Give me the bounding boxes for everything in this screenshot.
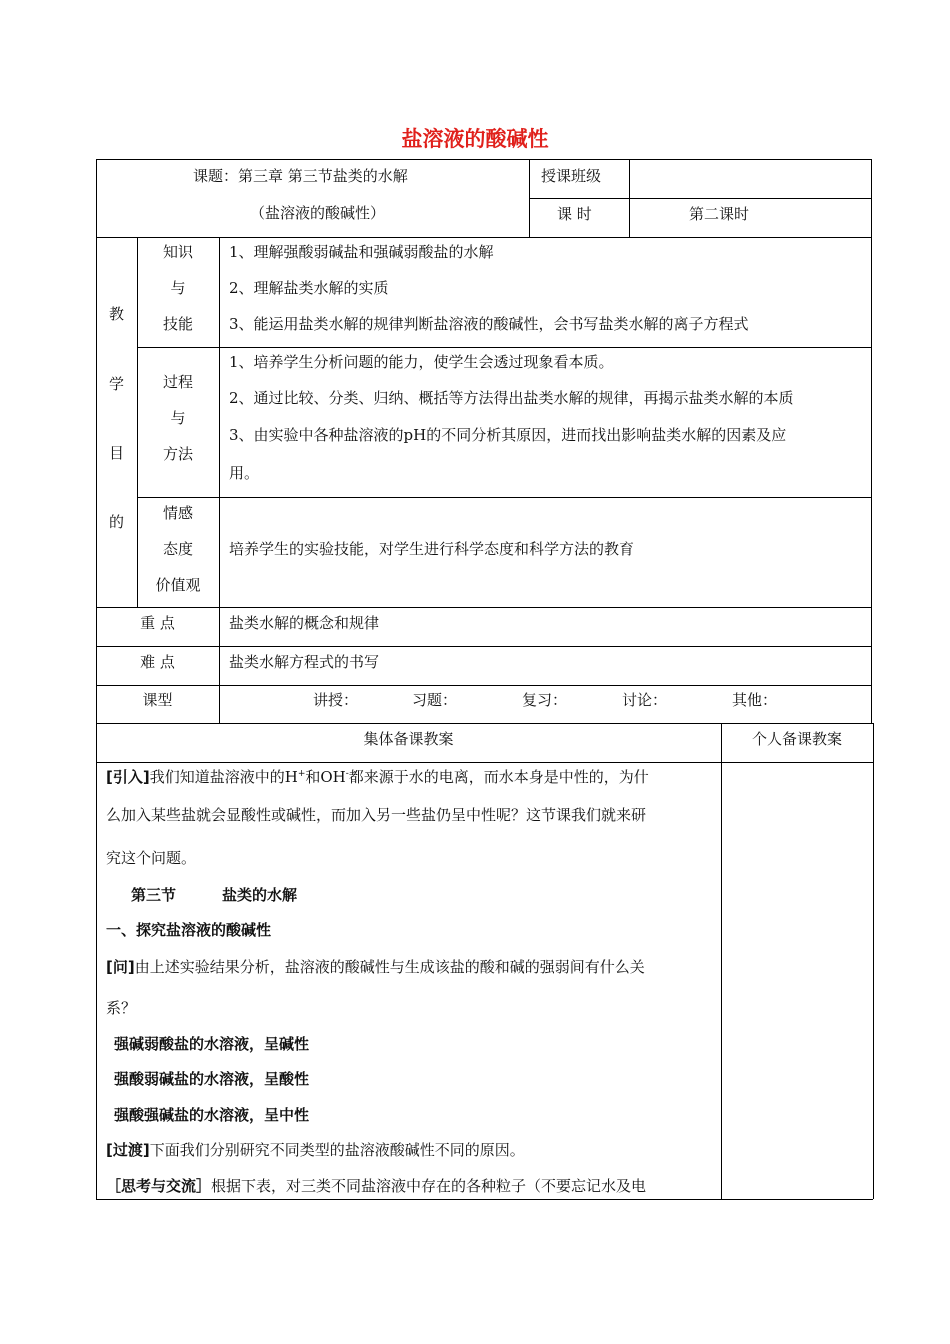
conclusion-basic: 强碱弱酸盐的水溶液，呈碱性 bbox=[114, 1035, 310, 1053]
section-number: 第三节 bbox=[131, 886, 177, 904]
knowledge-item-2: 2、理解盐类水解的实质 bbox=[229, 279, 389, 297]
objectives-side-label-4: 的 bbox=[108, 513, 124, 531]
think-tag: ［思考与交流］ bbox=[106, 1177, 212, 1195]
intro-line-3: 究这个问题。 bbox=[106, 849, 197, 867]
part-one-heading: 一、探究盐溶液的酸碱性 bbox=[106, 921, 272, 939]
lesson-type-exercise: 习题： bbox=[412, 691, 458, 709]
section-title: 盐类的水解 bbox=[222, 886, 298, 904]
question-line-1: [问]由上述实验结果分析，盐溶液的酸碱性与生成该盐的酸和碱的强弱间有什么关 bbox=[106, 958, 645, 976]
knowledge-item-1: 1、理解强酸弱碱盐和强碱弱酸盐的水解 bbox=[229, 243, 494, 261]
key-point-label: 重 点 bbox=[140, 614, 175, 632]
difficult-point-text: 盐类水解方程式的书写 bbox=[229, 653, 380, 671]
process-item-2: 2、通过比较、分类、归纳、概括等方法得出盐类水解的规律，再揭示盐类水解的本质 bbox=[229, 389, 794, 407]
personal-plan-header: 个人备课教案 bbox=[751, 730, 842, 748]
process-item-3: 3、由实验中各种盐溶液的pH的不同分析其原因，进而找出影响盐类水解的因素及应 bbox=[229, 426, 787, 444]
intro-tag: [引入] bbox=[106, 768, 150, 786]
objectives-side-label-3: 目 bbox=[108, 444, 124, 462]
process-label-1: 过程 bbox=[162, 373, 193, 391]
lesson-type-lecture: 讲授： bbox=[313, 691, 359, 709]
knowledge-item-3: 3、能运用盐类水解的规律判断盐溶液的酸碱性，会书写盐类水解的离子方程式 bbox=[229, 315, 749, 333]
document-title: 盐溶液的酸碱性 bbox=[401, 127, 549, 151]
period-label: 课 时 bbox=[557, 205, 592, 223]
process-label-3: 方法 bbox=[162, 445, 193, 463]
intro-line-2: 么加入某些盐就会显酸性或碱性，而加入另一些盐仍呈中性呢？这节课我们就来研 bbox=[106, 806, 647, 824]
difficult-point-label: 难 点 bbox=[140, 653, 175, 671]
knowledge-label-2: 与 bbox=[170, 279, 186, 297]
emotion-label-3: 价值观 bbox=[155, 576, 201, 594]
objectives-side-label-1: 教 bbox=[108, 305, 124, 323]
process-label-2: 与 bbox=[170, 409, 186, 427]
process-item-4: 用。 bbox=[229, 464, 260, 482]
lesson-type-review: 复习： bbox=[522, 691, 568, 709]
lesson-type-label: 课型 bbox=[142, 691, 173, 709]
conclusion-acidic: 强酸弱碱盐的水溶液，呈酸性 bbox=[114, 1070, 310, 1088]
lesson-type-discussion: 讨论： bbox=[622, 691, 668, 709]
period-value: 第二课时 bbox=[689, 205, 750, 223]
emotion-label-2: 态度 bbox=[162, 540, 193, 558]
emotion-label-1: 情感 bbox=[162, 504, 193, 522]
emotion-text: 培养学生的实验技能，对学生进行科学态度和科学方法的教育 bbox=[229, 540, 635, 558]
knowledge-label-1: 知识 bbox=[162, 243, 193, 261]
process-item-1: 1、培养学生分析问题的能力，使学生会透过现象看本质。 bbox=[229, 353, 614, 371]
question-line-2: 系？ bbox=[106, 999, 137, 1017]
conclusion-neutral: 强酸强碱盐的水溶液，呈中性 bbox=[114, 1106, 310, 1124]
intro-line-1: [引入]我们知道盐溶液中的H+和OH-都来源于水的电离，而水本身是中性的，为什 bbox=[106, 768, 649, 786]
class-label: 授课班级 bbox=[541, 167, 602, 185]
collective-plan-header: 集体备课教案 bbox=[363, 730, 454, 748]
lesson-type-other: 其他： bbox=[732, 691, 778, 709]
key-point-text: 盐类水解的概念和规律 bbox=[229, 614, 380, 632]
topic-label: 课题：第三章 第三节盐类的水解 bbox=[193, 167, 408, 185]
transition-tag: [过渡] bbox=[106, 1141, 150, 1159]
question-tag: [问] bbox=[106, 958, 135, 976]
think-line: ［思考与交流］根据下表，对三类不同盐溶液中存在的各种粒子（不要忘记水及电 bbox=[106, 1177, 647, 1195]
topic-subtitle: （盐溶液的酸碱性） bbox=[250, 204, 386, 222]
transition-line: [过渡]下面我们分别研究不同类型的盐溶液酸碱性不同的原因。 bbox=[106, 1141, 525, 1159]
objectives-side-label-2: 学 bbox=[108, 375, 124, 393]
knowledge-label-3: 技能 bbox=[162, 315, 193, 333]
